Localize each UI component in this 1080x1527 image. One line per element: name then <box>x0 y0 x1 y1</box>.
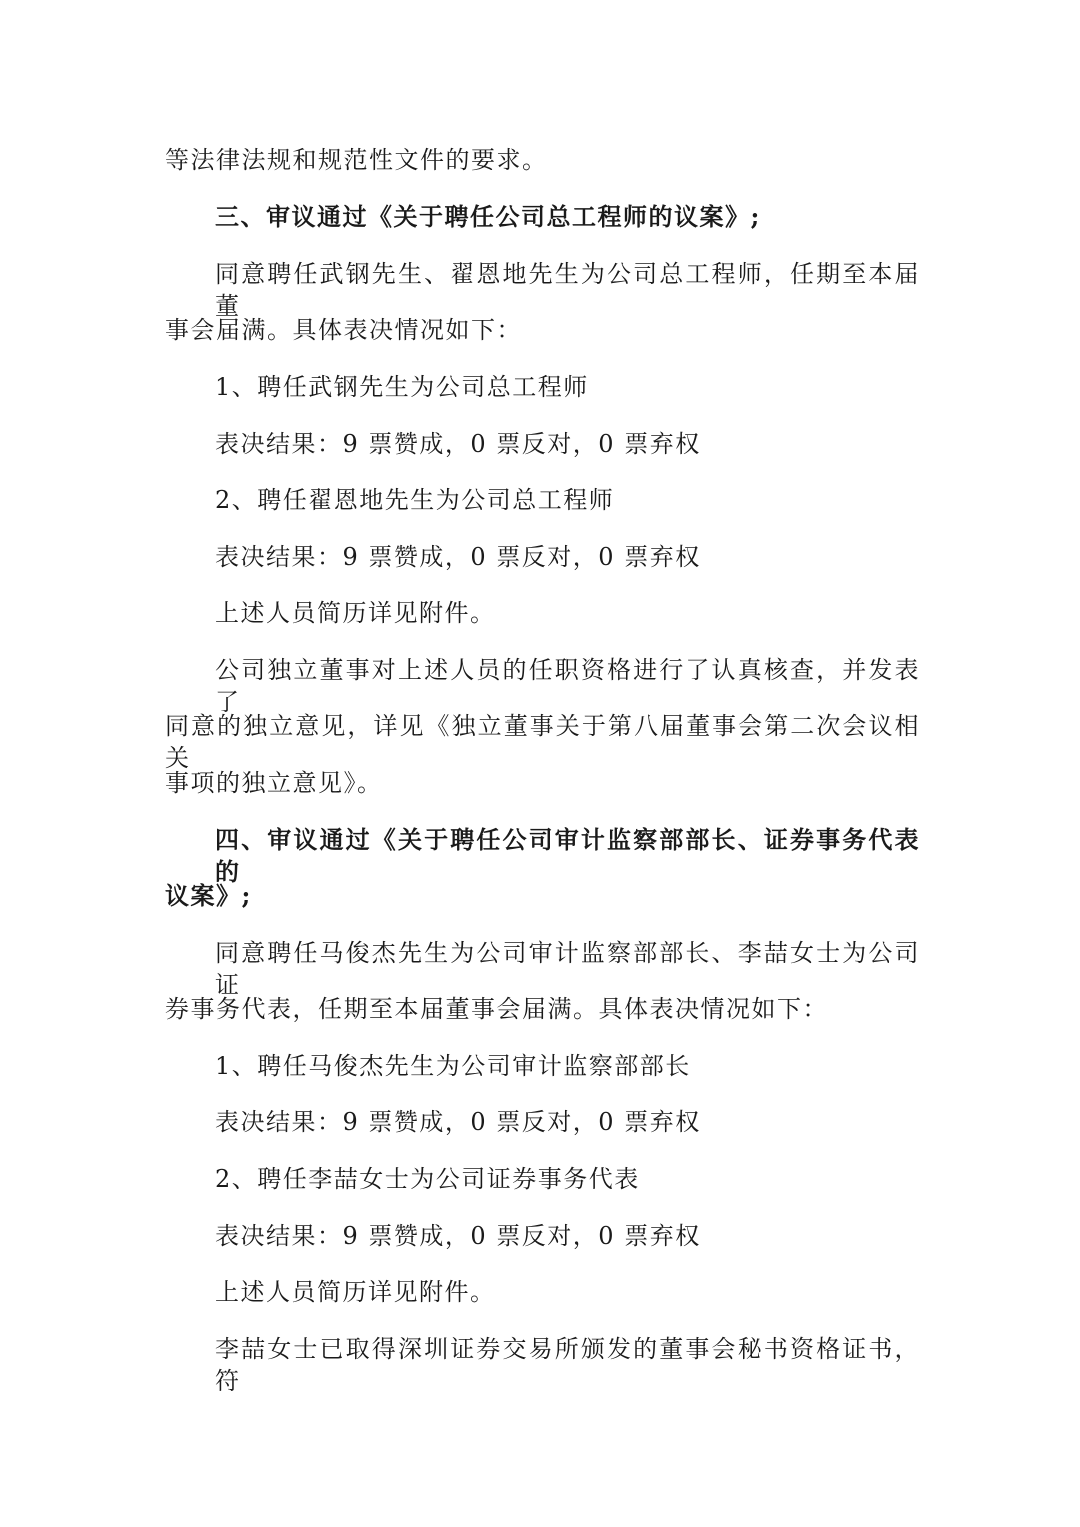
paragraph-line: 等法律法规和规范性文件的要求。 <box>165 146 548 174</box>
list-item: 1、聘任马俊杰先生为公司审计监察部部长 <box>215 1052 691 1080</box>
paragraph-line: 事项的独立意见》。 <box>165 769 383 797</box>
vote-result: 表决结果：9 票赞成，0 票反对，0 票弃权 <box>215 1222 701 1250</box>
paragraph-line: 事会届满。具体表决情况如下： <box>165 316 522 344</box>
section-heading-three: 三、审议通过《关于聘任公司总工程师的议案》; <box>215 202 761 231</box>
paragraph-line: 同意聘任武钢先生、翟恩地先生为公司总工程师，任期至本届董 <box>215 260 920 320</box>
paragraph-line: 上述人员简历详见附件。 <box>215 1278 496 1306</box>
paragraph-line: 同意的独立意见，详见《独立董事关于第八届董事会第二次会议相关 <box>165 712 920 772</box>
list-item: 1、聘任武钢先生为公司总工程师 <box>215 373 589 401</box>
paragraph-line: 券事务代表，任期至本届董事会届满。具体表决情况如下： <box>165 995 828 1023</box>
paragraph-line: 李喆女士已取得深圳证券交易所颁发的董事会秘书资格证书，符 <box>215 1335 920 1395</box>
paragraph-line: 上述人员简历详见附件。 <box>215 599 496 627</box>
vote-result: 表决结果：9 票赞成，0 票反对，0 票弃权 <box>215 430 701 458</box>
list-item: 2、聘任李喆女士为公司证券事务代表 <box>215 1165 640 1193</box>
paragraph-line: 公司独立董事对上述人员的任职资格进行了认真核查，并发表了 <box>215 656 920 716</box>
vote-result: 表决结果：9 票赞成，0 票反对，0 票弃权 <box>215 543 701 571</box>
section-heading-four: 四、审议通过《关于聘任公司审计监察部部长、证券事务代表的 <box>215 825 920 886</box>
list-item: 2、聘任翟恩地先生为公司总工程师 <box>215 486 615 514</box>
section-heading-four-cont: 议案》; <box>165 881 252 910</box>
vote-result: 表决结果：9 票赞成，0 票反对，0 票弃权 <box>215 1108 701 1136</box>
paragraph-line: 同意聘任马俊杰先生为公司审计监察部部长、李喆女士为公司证 <box>215 939 920 999</box>
